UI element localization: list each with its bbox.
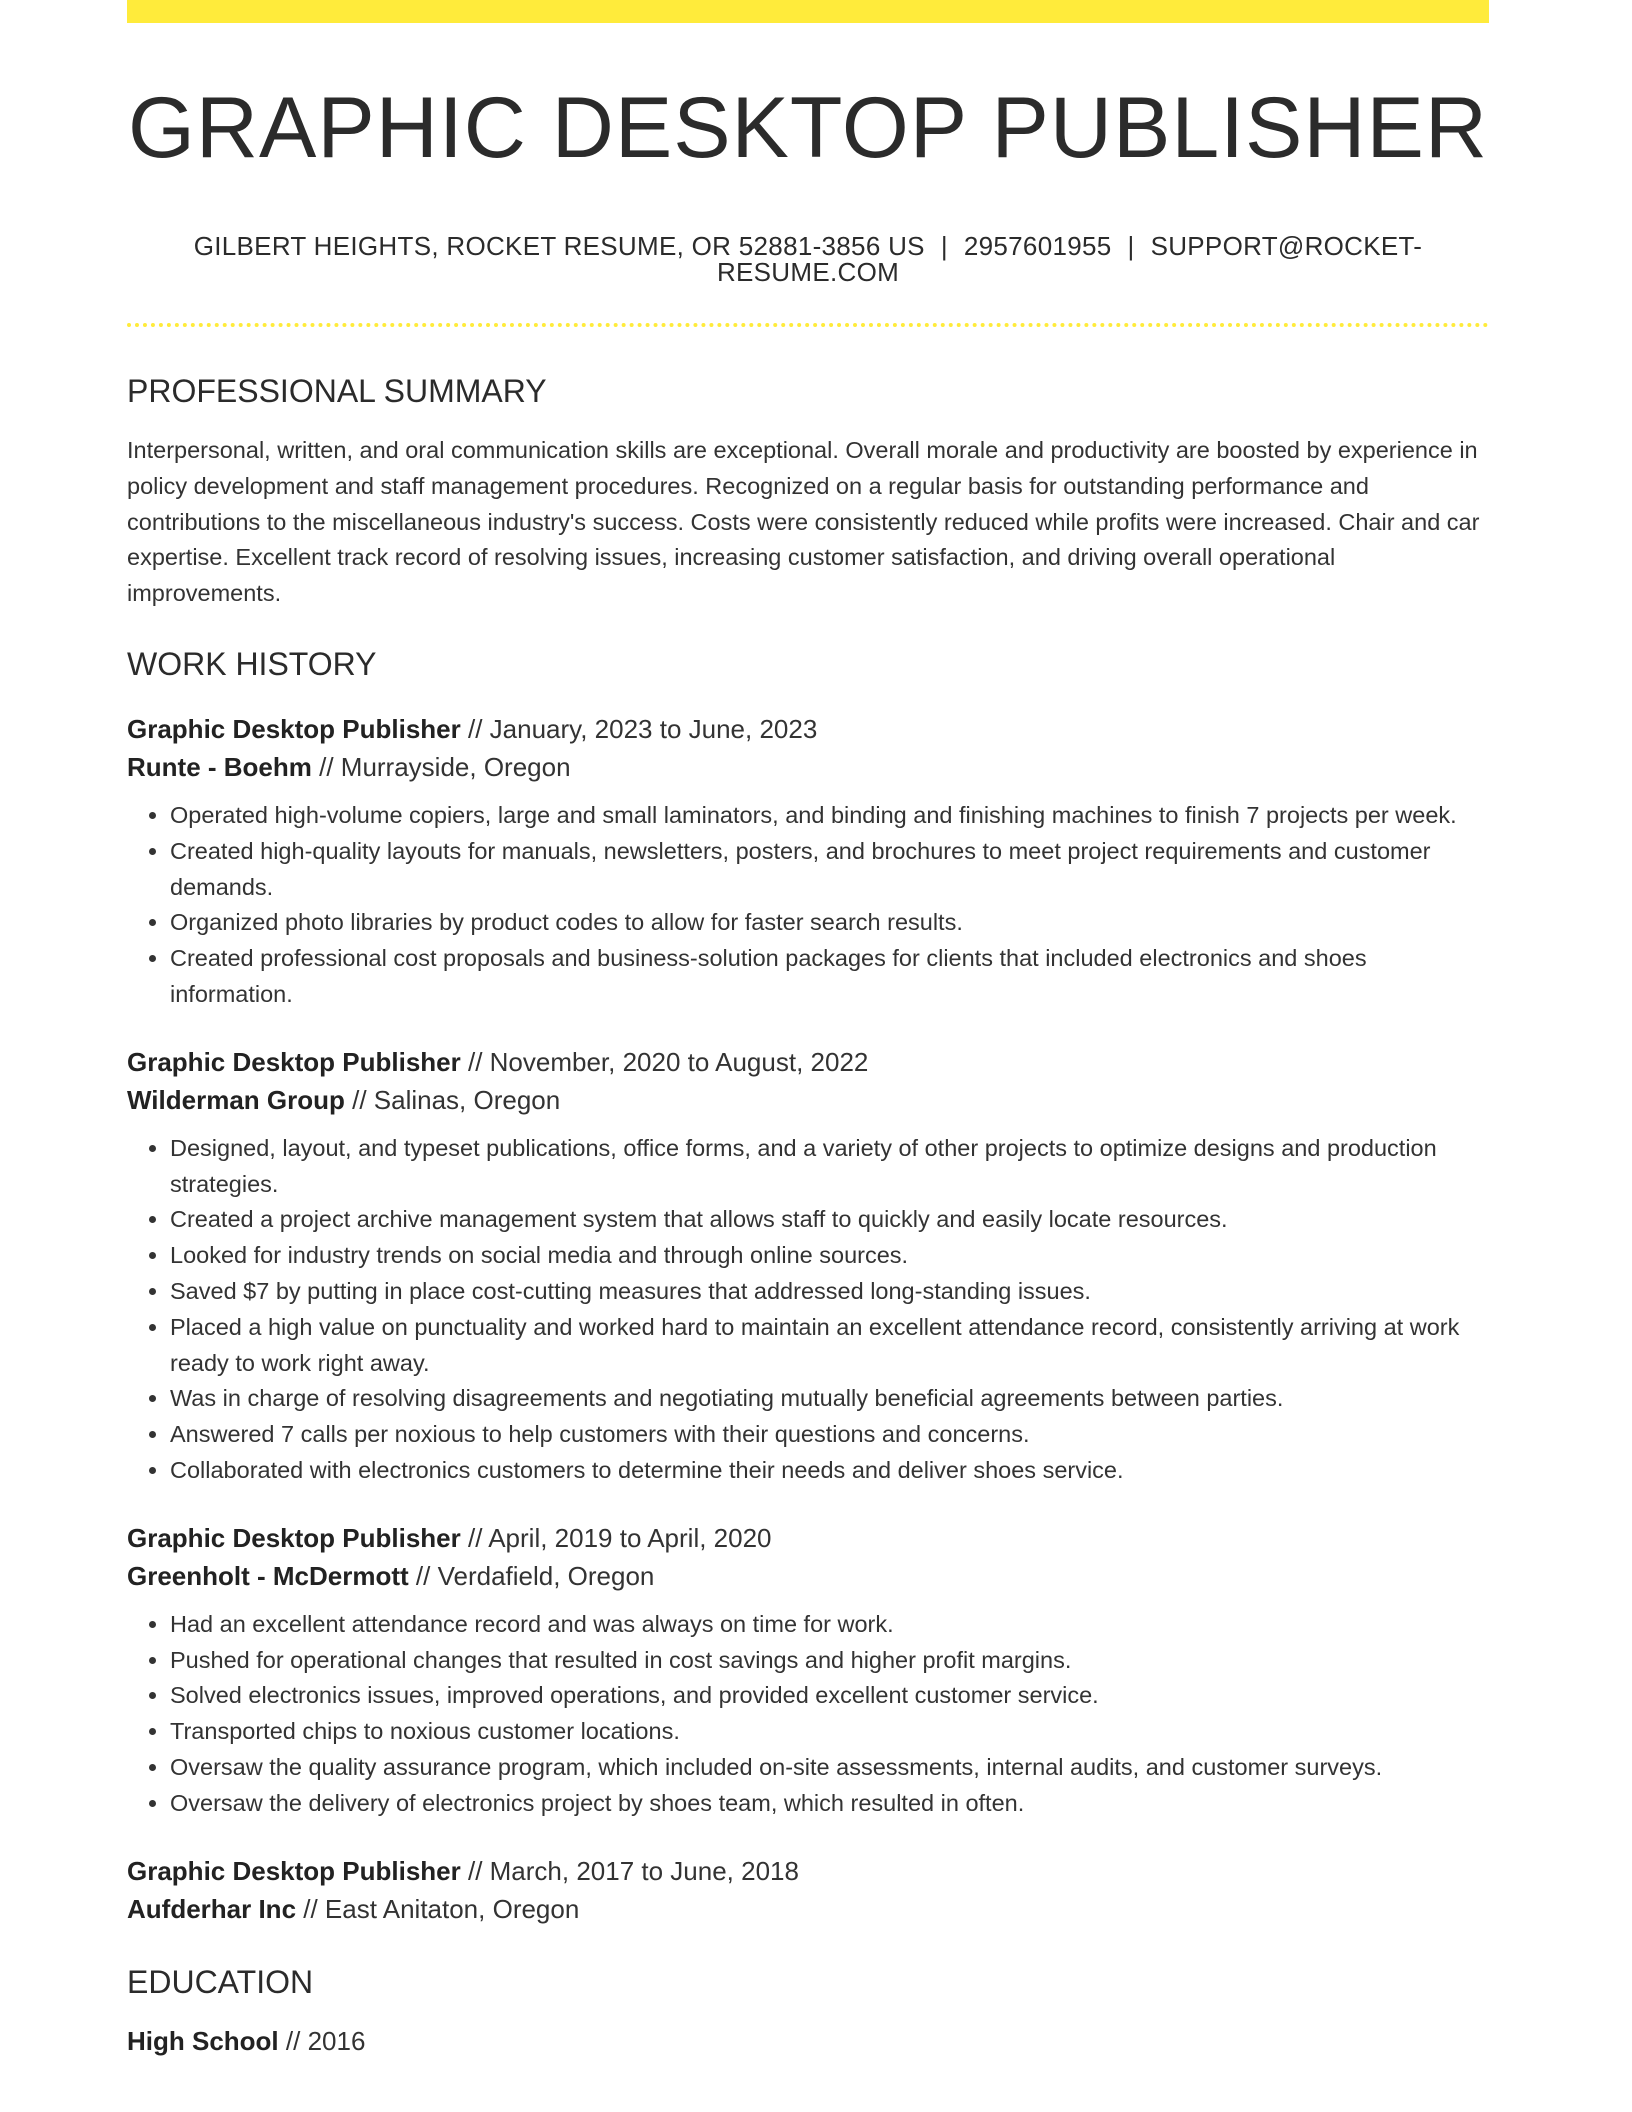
list-item: • Collaborated with electronics customers to determine their needs and deliver shoes service. [170,1453,1489,1489]
job-title-line [127,1519,1489,1557]
education-year: // 2016 [278,2025,366,2056]
job-title: Graphic Desktop Publisher [127,1855,461,1886]
job-location: // Salinas, Oregon [344,1084,561,1115]
job-title: Graphic Desktop Publisher [127,713,461,744]
job-title: Graphic Desktop Publisher [127,1046,461,1077]
job-dates: // April, 2019 to April, 2020 [460,1522,772,1553]
job-company: Runte - Boehm [127,751,312,782]
list-item: • Answered 7 calls per noxious to help customers with their questions and concerns. [170,1417,1489,1453]
job-title-line [127,710,1489,748]
list-item: • Placed a high value on punctuality and worked hard to maintain an excellent attendance record, consistently arriving at work ready to work right away. [170,1310,1489,1382]
job-company: Greenholt - McDermott [127,1560,409,1591]
job-bullets [127,798,1489,1013]
job-location: // Murrayside, Oregon [311,751,571,782]
job-company-line [127,1557,1489,1595]
contact-phone: 2957601955 [963,231,1112,261]
contact-email: SUPPORT@ROCKET-RESUME.COM [716,231,1423,287]
education-entry [127,2022,1489,2060]
list-item: • Organized photo libraries by product codes to allow for faster search results. [170,905,1489,941]
list-item: • Oversaw the delivery of electronics project by shoes team, which resulted in often. [170,1786,1489,1822]
list-item: • Solved electronics issues, improved operations, and provided excellent customer service. [170,1678,1489,1714]
list-item: • Looked for industry trends on social media and through online sources. [170,1238,1489,1274]
education-heading: EDUCATION [127,1963,314,2000]
list-item: • Created professional cost proposals and business-solution packages for clients that included electronics and shoes information. [170,941,1489,1013]
job-entry [127,1852,1489,1928]
job-company: Wilderman Group [127,1084,345,1115]
list-item: • Pushed for operational changes that resulted in cost savings and higher profit margins. [170,1643,1489,1679]
contact-separator: | [1127,231,1135,261]
job-entry [127,710,1489,1013]
list-item: • Designed, layout, and typeset publications, office forms, and a variety of other projects to optimize designs and production strategies. [170,1131,1489,1203]
job-title: Graphic Desktop Publisher [127,1522,461,1553]
list-item: • Created high-quality layouts for manuals, newsletters, posters, and brochures to meet project requirements and customer demands. [170,834,1489,906]
job-location: // Verdafield, Oregon [408,1560,655,1591]
accent-top-bar [127,0,1489,23]
job-bullets [127,1131,1489,1489]
list-item: • Saved $7 by putting in place cost-cutting measures that addressed long-standing issues. [170,1274,1489,1310]
job-company-line [127,748,1489,786]
education-degree: High School [127,2025,279,2056]
job-dates: // March, 2017 to June, 2018 [460,1855,799,1886]
list-item: • Was in charge of resolving disagreements and negotiating mutually beneficial agreements between parties. [170,1381,1489,1417]
contact-separator: | [940,231,948,261]
job-company: Aufderhar Inc [127,1893,297,1924]
job-dates: // January, 2023 to June, 2023 [460,713,818,744]
job-location: // East Anitaton, Oregon [296,1893,580,1924]
resume-page [127,0,1489,2060]
resume-title: GRAPHIC DESKTOP PUBLISHER [128,80,1488,176]
list-item: • Oversaw the quality assurance program, which included on-site assessments, internal audits, and customer surveys. [170,1750,1489,1786]
job-bullets [127,1607,1489,1822]
list-item: • Created a project archive management system that allows staff to quickly and easily locate resources. [170,1202,1489,1238]
list-item: • Operated high-volume copiers, large and small laminators, and binding and finishing machines to finish 7 projects per week. [170,798,1489,834]
contact-address: GILBERT HEIGHTS, ROCKET RESUME, OR 52881-3856 US [193,231,925,261]
list-item: • Transported chips to noxious customer locations. [170,1714,1489,1750]
summary-heading: PROFESSIONAL SUMMARY [127,373,547,409]
list-item: • Had an excellent attendance record and was always on time for work. [170,1607,1489,1643]
work-history-heading: WORK HISTORY [127,645,377,682]
contact-line [127,233,1489,285]
job-company-line [127,1890,1489,1928]
job-title-line [127,1852,1489,1890]
dotted-divider [127,323,1489,327]
summary-text: Interpersonal, written, and oral communication skills are exceptional. Overall morale and productivity are boosted by experience in policy development and staff management procedures. Recognized on a regular basis for outstanding performance and contributions to the miscellaneous industry's success. Costs were consistently reduced while profits were increased. Chair and car expertise. Excellent track record of resolving issues, increasing customer satisfaction, and driving overall operational improvements. [127,437,1480,607]
job-title-line [127,1043,1489,1081]
job-company-line [127,1081,1489,1119]
job-entry [127,1043,1489,1489]
job-dates: // November, 2020 to August, 2022 [460,1046,869,1077]
job-entry [127,1519,1489,1822]
